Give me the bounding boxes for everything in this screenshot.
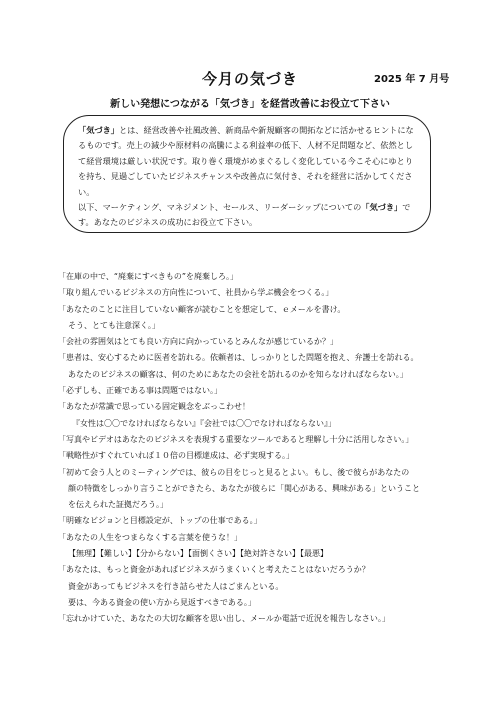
quote-line: 【無理】【難しい】【分からない】【面倒くさい】【絶対許さない】【最悪】 — [68, 549, 328, 559]
intro-paragraph-1 — [78, 123, 420, 200]
quote-line: 「取り組んでいるビジネスの方向性について、社員から学ぶ機会をつくる。」 — [58, 288, 334, 298]
quote-line: 「あなたが常識で思っている固定観念をぶっこわせ！ — [58, 402, 250, 412]
quote-line: 顔の特徴をしっかり言うことができたら、あなたが彼らに「関心がある、興味がある」ということ — [68, 483, 420, 493]
quote-line: そう、とても注意深く。」 — [68, 320, 160, 330]
quote-line: 「あなたは、もっと資金があればビジネスがうまくいくと考えたことはないだろうか？ — [58, 565, 370, 575]
intro-text: 以下、マーケティング、マネジメント、セールス、リーダーシップについての — [78, 202, 362, 213]
quote-line: 「会社の雰囲気はとても良い方向に向かっているとみんなが感じているか？」 — [58, 337, 338, 347]
quote-line: 「戦略性がすぐれていれば１０倍の目標達成は、必ず実現する。」 — [58, 451, 294, 461]
quote-line: 資金があってもビジネスを行き詰らせた人はごまんといる。 — [68, 581, 284, 591]
quote-line: 『女性は〇〇でなければならない』『会社では〇〇でなければならない』」 — [72, 418, 336, 428]
page-subtitle: 新しい発想につながる「気づき」を経営改善にお役立て下さい — [110, 99, 390, 110]
quote-line: 「在庫の中で、“廃棄にすべきもの”を廃棄しろ。」 — [58, 272, 238, 281]
quote-line: 「初めて会う人とのミーティングでは、彼らの目をじっと見るとよい。もし、後で彼らがあなたの — [58, 467, 410, 477]
intro-box — [63, 115, 431, 233]
intro-keyword: 「気づき」 — [361, 202, 403, 213]
quote-line: 「明確なビジョンと目標設定が、トップの仕事である。」 — [58, 516, 262, 526]
quote-line: 「あなたのことに注目していない顧客が読むことを想定して、ｅメールを書け。 — [58, 304, 346, 314]
quote-line: 要は、今ある資金の使い方から見返すべきである。」 — [68, 597, 256, 607]
quote-line: 「患者は、安心するために医者を訪れる。依頼者は、しっかりとした問題を抱え、弁護士を訪れる。 — [58, 353, 419, 363]
intro-keyword: 「気づき」 — [78, 125, 119, 135]
quote-line: 「忘れかけていた、あなたの大切な顧客を思い出し、メールか電話で近況を報告しなさい。」 — [58, 614, 390, 624]
page-title: 今月の気づき — [201, 70, 298, 88]
intro-paragraph-2 — [78, 200, 420, 231]
intro-text: です。あなたのビジネスの成功にお役立て下さい。 — [78, 202, 411, 228]
quote-line: 「必ずしも、正確である事は問題ではない。」 — [58, 386, 222, 396]
quote-line: 「あなたの人生をつまらなくする言葉を使うな！」 — [58, 532, 242, 542]
quote-line: 「写真やビデオはあなたのビジネスを表現する重要なツールであると理解し十分に活用しなさい。」 — [58, 434, 414, 444]
quote-line: を伝えられた証拠だろう。」 — [68, 500, 168, 510]
intro-text: とは、経営改善や社風改善、新商品や新規顧客の開拓などに活かせるヒントになるものです。売上の減少や原材料の高騰による利益率の低下、人材不足問題など、依然として経営環境は厳しい状況です。取り巻く環境がめまぐるしく変化している今こそ心にゆとりを持ち、見過ごしていたビジネスチャンスや改善点に気付き、それを経営に活かしてください。 — [78, 125, 414, 197]
quotes-list — [58, 269, 462, 628]
quote-line: あなたのビジネスの顧客は、何のためにあなたの会社を訪れるのかを知らなければならない。」 — [68, 369, 408, 379]
issue-label: 2025 年 7 月号 — [374, 74, 450, 85]
